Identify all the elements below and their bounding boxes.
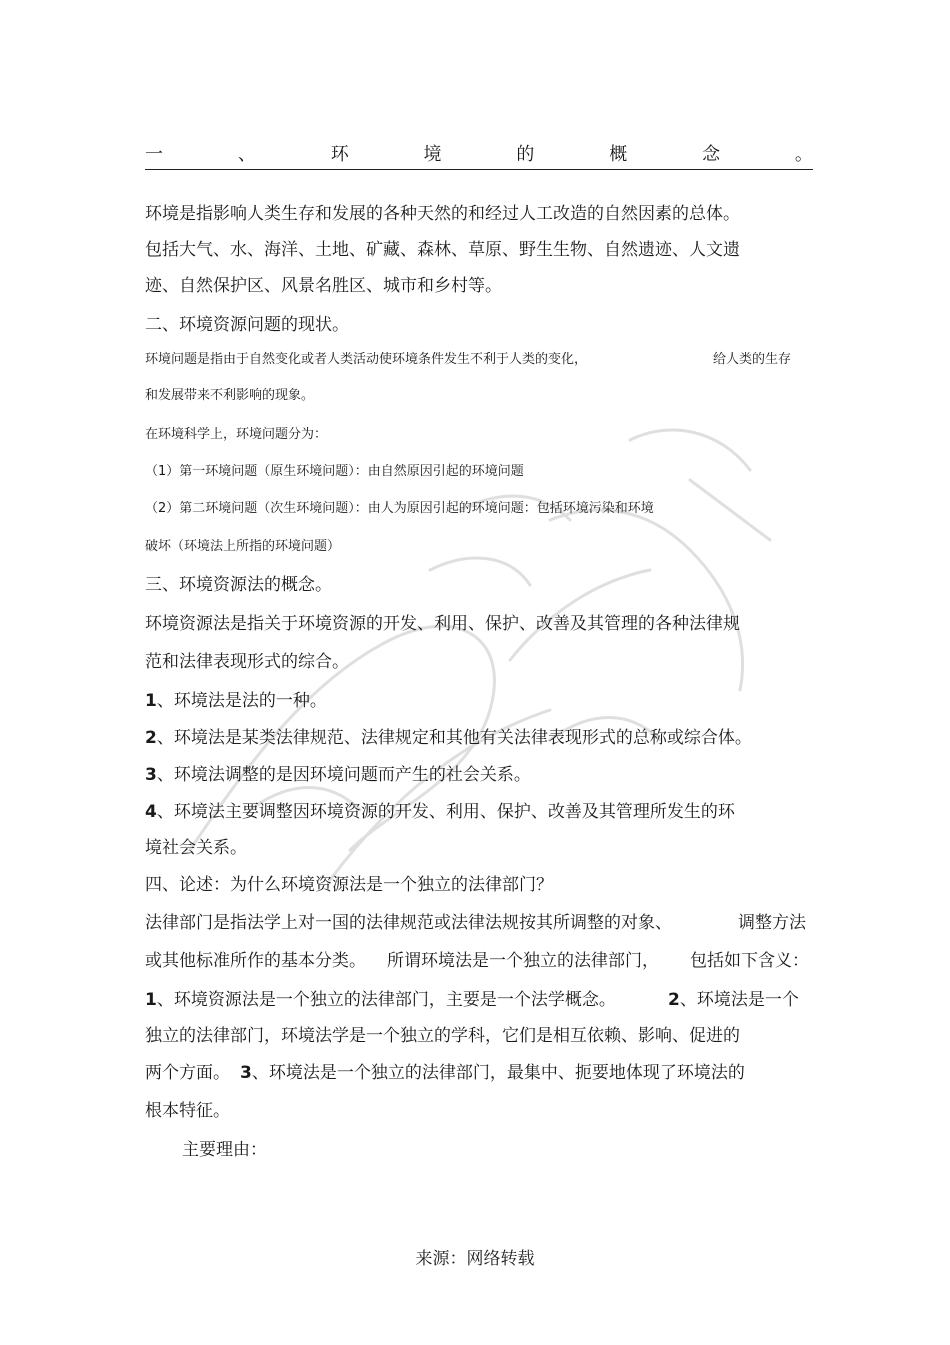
sec2-line [145,348,587,367]
item-text: 、环境法是某类法律规范、法律规定和其他有关法律表现形式的总称或综合体。 [156,728,752,748]
item-text: 、环境法主要调整因环境资源的开发、利用、保护、改善及其管理所发生的环 [156,802,735,822]
sec2-line: （1）第一环境问题（原生环境问题）：由自然原因引起的环境问题 [145,464,524,479]
item-number: 1 [145,990,157,1010]
para1-line: 环境是指影响人类生存和发展的各种天然的和经过人工改造的自然因素的总体。 [145,204,740,224]
heading-char: 环 [330,143,349,165]
sec3-def-line: 环境资源法是指关于环境资源的开发、利用、保护、改善及其管理的各种法律规 [145,614,740,634]
sec4-line: 两个方面。 [145,1063,230,1083]
para1-line: 迹、自然保护区、风景名胜区、城市和乡村等。 [145,276,502,296]
item-number: 1 [145,691,157,711]
heading-char: 。 [794,143,813,165]
heading-char: 境 [423,143,442,165]
sec2-line-part: 环境问题是指由于自然变化或者人类活动使环境条件发生不利于人类的变化， [145,352,588,367]
item-text: 、环境资源法是一个独立的法律部门，主要是一个法学概念。 [156,990,616,1010]
sec4-line-mid [240,1058,745,1083]
heading-char: 、 [237,143,256,165]
heading-char: 的 [516,143,535,165]
sec3-item [145,686,327,711]
para1-line: 包括大气、水、海洋、土地、矿藏、森林、草原、野生生物、自然遗迹、人文遗 [145,240,740,260]
section-2-title: 二、环境资源问题的现状。 [145,315,349,335]
sec4-line: 独立的法律部门，环境法学是一个独立的学科，它们是相互依赖、影响、促进的 [145,1026,740,1046]
item-number: 3 [240,1063,252,1083]
item-text: 、环境法调整的是因环境问题而产生的社会关系。 [156,765,531,785]
sec4-main-reasons: 主要理由： [182,1140,267,1160]
heading-char: 念 [702,143,721,165]
sec2-line: （2）第二环境问题（次生环境问题）：由人为原因引起的环境问题：包括环境污染和环境 [145,501,654,516]
item-number: 2 [145,728,157,748]
sec4-line: 或其他标准所作的基本分类。 [145,951,366,971]
sec2-line: 在环境科学上，环境问题分为： [145,427,328,442]
sec3-item [145,797,735,822]
heading-char: 概 [609,143,628,165]
sec4-line: 根本特征。 [145,1101,230,1121]
source-footer: 来源：网络转载 [415,1249,535,1269]
sec4-line-tail: 调整方法 [738,913,806,933]
sec4-line: 法律部门是指法学上对一国的法律规范或法律法规按其所调整的对象、 [145,913,672,933]
sec3-item [145,723,752,748]
section-3-title: 三、环境资源法的概念。 [145,575,332,595]
sec2-line-tail: 给人类的生存 [713,352,792,367]
item-text: 、环境法是法的一种。 [156,691,327,711]
section-1-heading [145,140,813,170]
item-number: 4 [145,802,157,822]
sec4-line-tail: 包括如下含义： [690,951,809,971]
item-number: 3 [145,765,157,785]
item-text: 、环境法是一个独立的法律部门，最集中、扼要地体现了环境法的 [251,1063,745,1083]
section-4-title: 四、论述：为什么环境资源法是一个独立的法律部门？ [145,875,553,895]
item-text: 、环境法是一个 [679,990,799,1010]
sec4-line-tail [668,985,799,1010]
sec2-line: 和发展带来不利影响的现象。 [145,388,315,403]
sec2-line: 破坏（环境法上所指的环境问题） [145,539,341,554]
sec3-def-line: 范和法律表现形式的综合。 [145,652,349,672]
sec3-item-cont: 境社会关系。 [145,838,247,858]
watermark-stamp [130,380,830,900]
heading-char: 一 [145,143,163,165]
sec4-line [145,985,616,1010]
sec4-line-mid: 所谓环境法是一个独立的法律部门， [387,951,659,971]
item-number: 2 [668,990,680,1010]
sec3-item [145,760,531,785]
